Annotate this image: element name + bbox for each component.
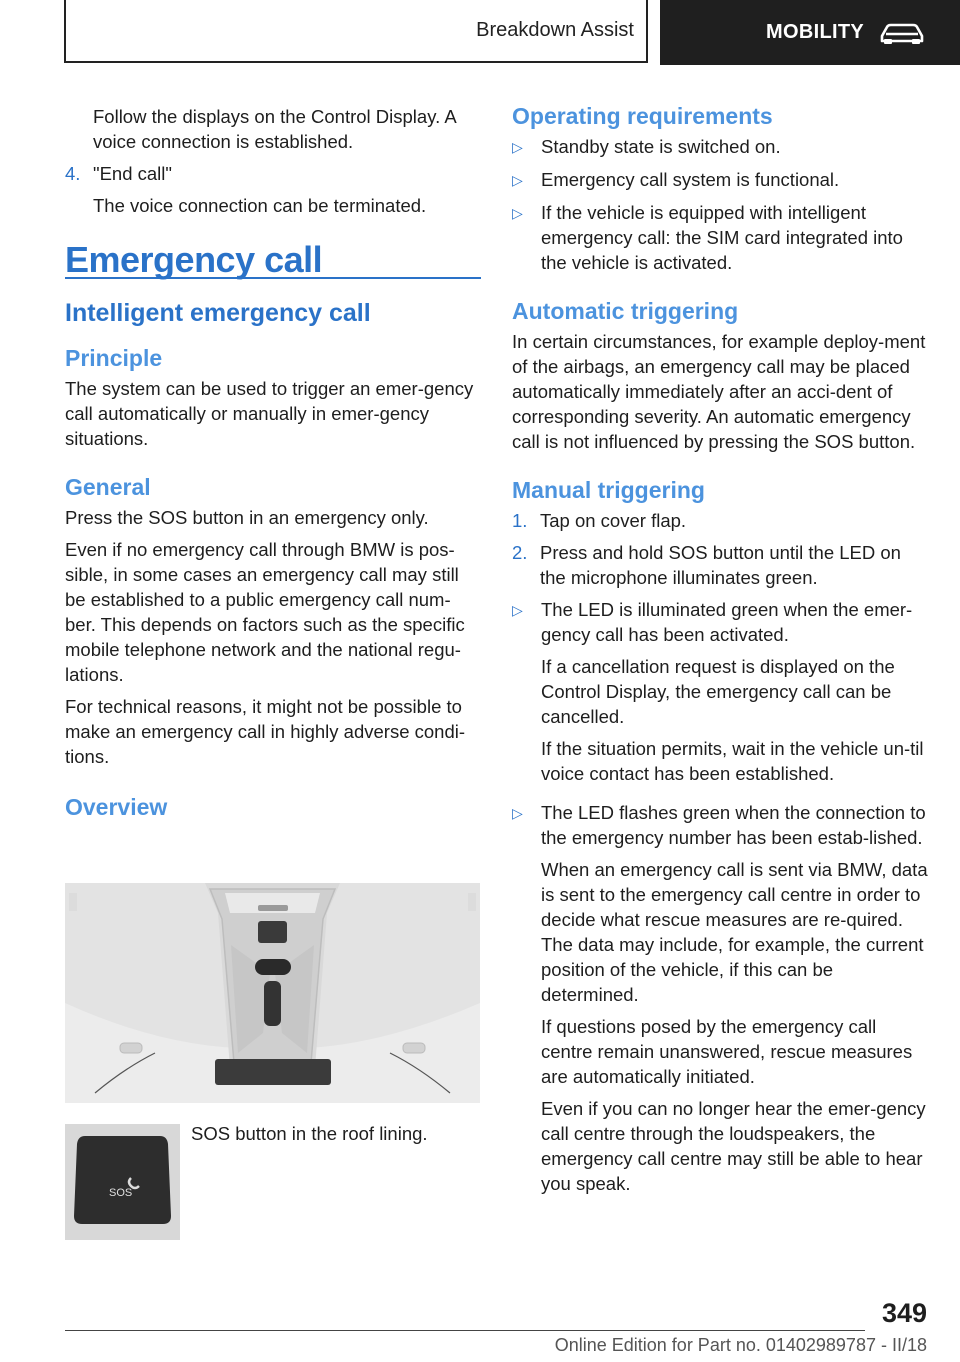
principle-heading: Principle	[65, 345, 163, 371]
bullet-icon: ▷	[512, 805, 523, 821]
footer-text: Online Edition for Part no. 01402989787 - II/18	[554, 1335, 927, 1355]
chapter-heading: Emergency call	[65, 239, 323, 280]
bullet-icon: ▷	[512, 172, 523, 188]
step-text: Press and hold SOS button until the LED on the microphone illuminates green.	[540, 542, 901, 588]
list-item	[512, 200, 928, 275]
manual-bullet-1	[512, 597, 928, 793]
bullet-icon: ▷	[512, 139, 523, 155]
intro-text: Follow the displays on the Control Display. A voice connection is established.	[93, 106, 456, 152]
general-heading: General	[65, 474, 151, 500]
bullet-icon: ▷	[512, 602, 523, 618]
step-text: The voice connection can be terminated.	[93, 195, 427, 216]
footer-divider	[65, 1330, 865, 1331]
step-text: Tap on cover flap.	[540, 510, 687, 531]
car-icon	[878, 21, 926, 45]
manual-step-2	[512, 540, 928, 590]
op-req-heading: Operating requirements	[512, 103, 773, 129]
left-column	[65, 104, 481, 825]
auto-text: In certain circumstances, for example deploy-ment of the airbags, an emergency call may be placed automatically immediately after an acci-dent of corresponding severity. An automatic emergency call is not influenced by pressing the SOS button.	[512, 331, 926, 452]
bullet-text: If questions posed by the emergency call centre remain unanswered, rescue measures are automatically initiated.	[541, 1016, 913, 1087]
sos-button-image	[65, 1124, 180, 1240]
section-title: Breakdown Assist	[476, 19, 634, 41]
general-text-1: Press the SOS button in an emergency only.	[65, 507, 429, 528]
bullet-text: When an emergency call is sent via BMW, data is sent to the emergency call centre in order to decide what rescue measures are re-quired. The data may include, for example, the current position of the vehicle, if this can be determined.	[541, 859, 928, 1005]
list-item-text: If the vehicle is equipped with intelligent emergency call: the SIM card integrated into the vehicle is activated.	[541, 202, 903, 273]
overview-heading: Overview	[65, 794, 168, 820]
chapter-header	[660, 0, 960, 65]
subchapter-heading: Intelligent emergency call	[65, 299, 371, 327]
bullet-text: If the situation permits, wait in the vehicle un-til voice contact has been established.	[541, 738, 924, 784]
step-4	[65, 161, 481, 225]
bullet-text: The LED flashes green when the connection to the emergency number has been estab-lished.	[541, 802, 926, 848]
manual-step-1	[512, 508, 928, 533]
list-item	[512, 134, 928, 160]
page-number: 349	[881, 1298, 927, 1328]
general-text-2: Even if no emergency call through BMW is pos-sible, in some cases an emergency call may still be established to a public emergency call num-ber. This depends on factors such as the specific mobile telephone network and the national regu-lations.	[65, 539, 465, 685]
bullet-text: Even if you can no longer hear the emer-gency call centre through the loudspeakers, the emergency call centre may still be able to hear you speak.	[541, 1098, 926, 1194]
list-item-text: Standby state is switched on.	[541, 136, 781, 157]
step-label: "End call"	[93, 163, 172, 184]
sos-label: SOS	[109, 1187, 133, 1199]
chapter-title: MOBILITY	[766, 21, 864, 43]
list-item	[512, 167, 928, 193]
bullet-icon: ▷	[512, 205, 523, 221]
section-header	[64, 0, 648, 63]
principle-text: The system can be used to trigger an emer-gency call automatically or manually in emer-gency situations.	[65, 378, 474, 449]
manual-heading: Manual triggering	[512, 477, 705, 503]
auto-heading: Automatic triggering	[512, 298, 739, 324]
image-caption: SOS button in the roof lining.	[191, 1123, 428, 1144]
bullet-text: If a cancellation request is displayed on the Control Display, the emergency call can be cancelled.	[541, 656, 895, 727]
step-number: 1.	[512, 510, 528, 531]
h1-block	[65, 239, 481, 280]
bullet-text: The LED is illuminated green when the emer-gency call has been activated.	[541, 599, 913, 645]
manual-bullet-2	[512, 800, 928, 1203]
right-column	[512, 104, 928, 1210]
list-item-text: Emergency call system is functional.	[541, 169, 840, 190]
step-number: 2.	[512, 542, 528, 563]
general-text-3: For technical reasons, it might not be possible to make an emergency call in highly adverse condi-tions.	[65, 696, 466, 767]
roof-lining-image	[65, 883, 480, 1103]
step-number: 4.	[65, 163, 81, 184]
